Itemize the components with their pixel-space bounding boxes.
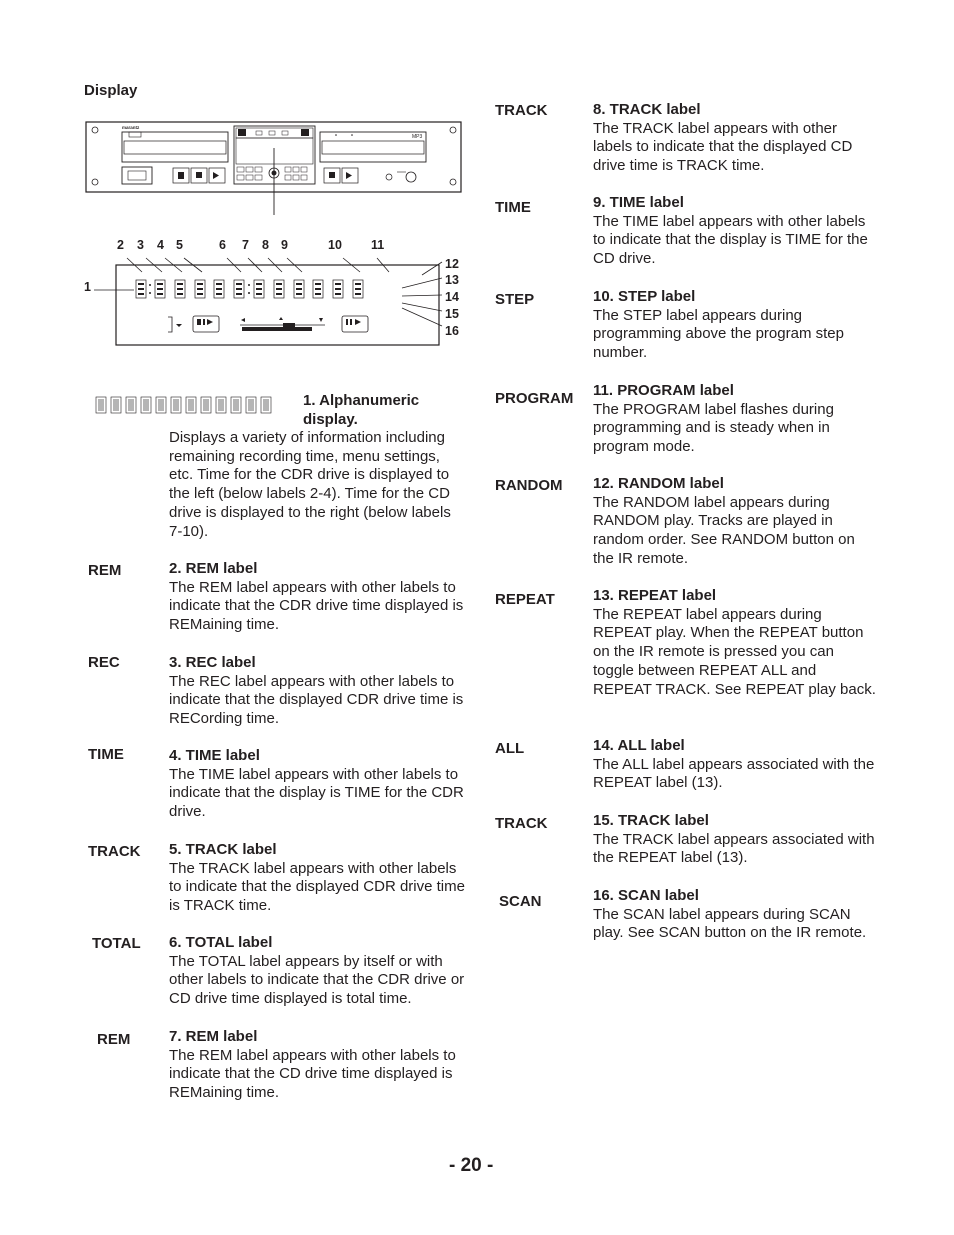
item-heading: 9. TIME label bbox=[593, 194, 684, 211]
item-4 bbox=[169, 747, 465, 822]
section-title: Display bbox=[84, 82, 138, 99]
item-heading: 2. REM label bbox=[169, 560, 258, 577]
tag-repeat: REPEAT bbox=[495, 591, 555, 608]
tag-rem: REM bbox=[97, 1031, 131, 1048]
item-heading: 8. TRACK label bbox=[593, 101, 701, 118]
callout-4: 4 bbox=[157, 238, 164, 252]
callout-14: 14 bbox=[445, 290, 459, 304]
item-body: The REPEAT label appears during REPEAT play. When the REPEAT button on the IR remote is pressed you can toggle between REPEAT ALL and REPEAT TRACK. See REPEAT play back. bbox=[593, 605, 876, 698]
item-heading: 3. REC label bbox=[169, 654, 256, 671]
item-body: The REM label appears with other labels to indicate that the CDR drive time displayed is REMaining time. bbox=[169, 578, 464, 634]
item-10 bbox=[593, 288, 878, 363]
callout-3: 3 bbox=[137, 238, 144, 252]
item-body: The ALL label appears associated with the REPEAT label (13). bbox=[593, 755, 875, 792]
alphanumeric-display-illustration bbox=[95, 396, 275, 414]
tag-scan: SCAN bbox=[499, 893, 542, 910]
item-body: The REM label appears with other labels to indicate that the CD drive time displayed is REMaining time. bbox=[169, 1046, 456, 1102]
callout-13: 13 bbox=[445, 273, 459, 287]
item-body: Displays a variety of information including remaining recording time, menu settings, etc. Time for the CDR drive is displayed to the left (below labels 2-4). Time for the CD drive is displayed to the right (below labels 7-10). bbox=[169, 429, 451, 540]
item-2 bbox=[169, 560, 465, 635]
item-heading: 14. ALL label bbox=[593, 737, 685, 754]
device-front-panel-illustration bbox=[84, 120, 464, 216]
item-12 bbox=[593, 475, 878, 569]
tag-rec: REC bbox=[88, 654, 120, 671]
callout-8: 8 bbox=[262, 238, 269, 252]
item-body: The SCAN label appears during SCAN play. See SCAN button on the IR remote. bbox=[593, 905, 867, 942]
item-heading: 10. STEP label bbox=[593, 288, 696, 305]
item-3 bbox=[169, 654, 465, 729]
item-6 bbox=[169, 934, 465, 1009]
item-body: The TOTAL label appears by itself or with other labels to indicate that the CDR drive or CD drive time displayed is total time. bbox=[169, 952, 465, 1008]
tag-time: TIME bbox=[88, 746, 124, 763]
item-8 bbox=[593, 101, 878, 176]
item-body: The RANDOM label appears during RANDOM play. Tracks are played in random order. See RANDOM button on the IR remote. bbox=[593, 493, 855, 567]
item-heading: 5. TRACK label bbox=[169, 841, 277, 858]
callout-10: 10 bbox=[328, 238, 342, 252]
display-diagram bbox=[90, 250, 450, 350]
item-14 bbox=[593, 737, 878, 793]
callout-9: 9 bbox=[281, 238, 288, 252]
item-body: The TRACK label appears with other labels to indicate that the displayed CD drive time is TRACK time. bbox=[593, 119, 853, 175]
item-body: The TRACK label appears with other labels to indicate that the displayed CDR drive time is TRACK time. bbox=[169, 859, 465, 915]
item-5 bbox=[169, 841, 465, 916]
tag-program: PROGRAM bbox=[495, 390, 574, 407]
callout-1: 1 bbox=[84, 280, 91, 294]
item-16 bbox=[593, 887, 878, 943]
item-heading: 6. TOTAL label bbox=[169, 934, 273, 951]
item-heading: 1. Alphanumeric display. bbox=[303, 392, 420, 428]
item-body: The STEP label appears during programming above the program step number. bbox=[593, 306, 844, 362]
tag-random: RANDOM bbox=[495, 477, 563, 494]
tag-time: TIME bbox=[495, 199, 531, 216]
tag-rem: REM bbox=[88, 562, 122, 579]
page-number: - 20 - bbox=[449, 1155, 494, 1176]
callout-2: 2 bbox=[117, 238, 124, 252]
tag-track: TRACK bbox=[495, 102, 548, 119]
callout-12: 12 bbox=[445, 257, 459, 271]
item-body: The PROGRAM label flashes during programming and is steady when in program mode. bbox=[593, 400, 834, 456]
tag-total: TOTAL bbox=[92, 935, 141, 952]
tag-track: TRACK bbox=[88, 843, 141, 860]
item-heading: 7. REM label bbox=[169, 1028, 258, 1045]
callout-5: 5 bbox=[176, 238, 183, 252]
item-13 bbox=[593, 587, 878, 699]
tag-step: STEP bbox=[495, 291, 535, 308]
brand-logo: marantz bbox=[122, 125, 140, 130]
item-heading: 11. PROGRAM label bbox=[593, 382, 734, 399]
item-body: The TIME label appears with other labels to indicate that the display is TIME for the CD drive. bbox=[593, 212, 868, 268]
item-11 bbox=[593, 382, 878, 457]
item-body: The REC label appears with other labels to indicate that the displayed CDR drive time is RECording time. bbox=[169, 672, 464, 728]
item-body: The TRACK label appears associated with the REPEAT label (13). bbox=[593, 830, 875, 867]
item-heading: 16. SCAN label bbox=[593, 887, 699, 904]
item-heading: 12. RANDOM label bbox=[593, 475, 724, 492]
callout-11: 11 bbox=[371, 238, 385, 252]
item-7 bbox=[169, 1028, 465, 1103]
item-1-body bbox=[169, 429, 465, 541]
tag-all: ALL bbox=[495, 740, 525, 757]
item-heading: 4. TIME label bbox=[169, 747, 260, 764]
item-1-heading bbox=[303, 392, 463, 429]
item-body: The TIME label appears with other labels to indicate that the display is TIME for the CDR drive. bbox=[169, 765, 464, 821]
callout-7: 7 bbox=[242, 238, 249, 252]
tag-track: TRACK bbox=[495, 815, 548, 832]
callout-6: 6 bbox=[219, 238, 226, 252]
item-15 bbox=[593, 812, 878, 868]
item-heading: 15. TRACK label bbox=[593, 812, 709, 829]
item-heading: 13. REPEAT label bbox=[593, 587, 717, 604]
callout-15: 15 bbox=[445, 307, 459, 321]
mp3-badge: MP3 bbox=[412, 134, 423, 140]
item-9 bbox=[593, 194, 878, 269]
callout-16: 16 bbox=[445, 324, 459, 338]
